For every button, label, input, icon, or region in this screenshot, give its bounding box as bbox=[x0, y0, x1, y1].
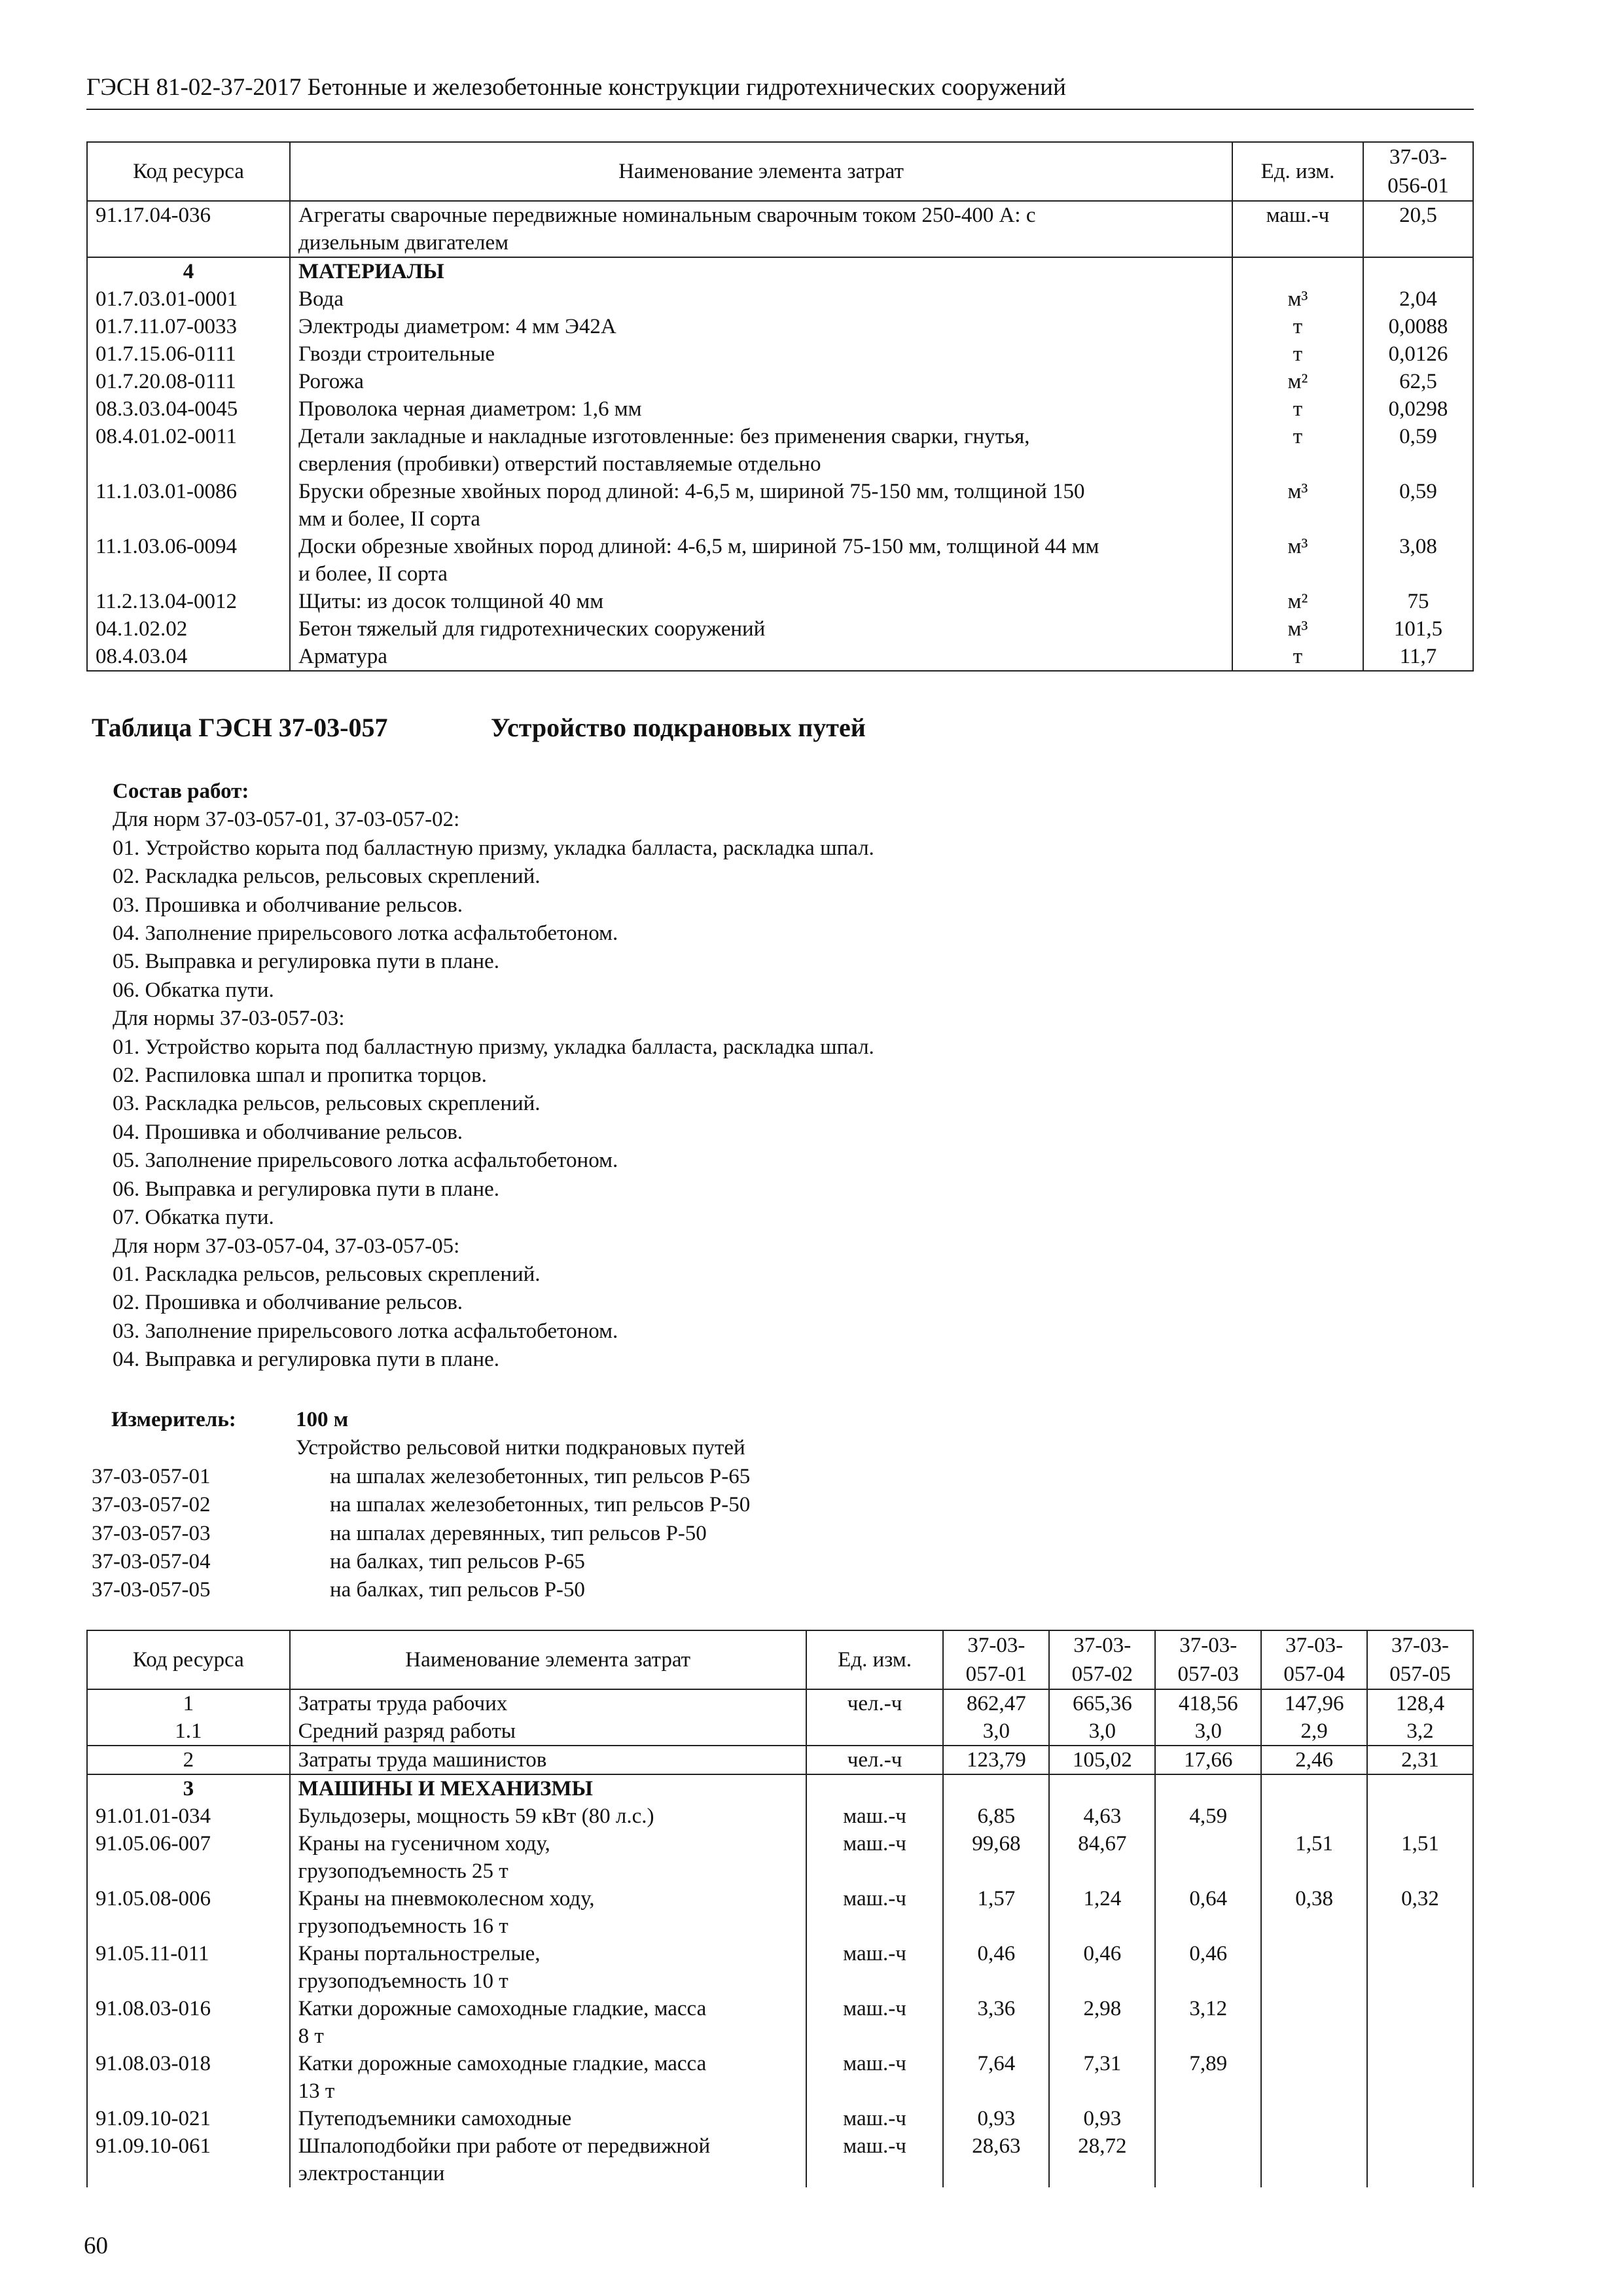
norm-description: на балках, тип рельсов Р-65 bbox=[330, 1549, 585, 1573]
resource-value: 0,59 bbox=[1363, 478, 1473, 533]
running-header: ГЭСН 81-02-37-2017 Бетонные и железобетонные конструкции гидротехнических сооружений bbox=[86, 74, 1066, 101]
resource-unit: м³ bbox=[1232, 478, 1363, 533]
norm-value: 0,93 bbox=[943, 2105, 1049, 2132]
column-header: 37-03- 057-04 bbox=[1261, 1630, 1367, 1689]
resource-value: 101,5 bbox=[1363, 615, 1473, 643]
norm-value: 28,72 bbox=[1049, 2132, 1155, 2187]
resource-code: 11.1.03.01-0086 bbox=[87, 478, 290, 533]
column-header: Наименование элемента затрат bbox=[290, 1630, 806, 1689]
resource-value: 2,04 bbox=[1363, 285, 1473, 313]
resource-code: 1.1 bbox=[87, 1717, 290, 1746]
resource-unit: м² bbox=[1232, 588, 1363, 615]
norm-value: 665,36 bbox=[1049, 1689, 1155, 1717]
norm-value: 3,12 bbox=[1155, 1995, 1261, 2050]
table-row bbox=[87, 1885, 1473, 1940]
resource-code: 08.4.03.04 bbox=[87, 643, 290, 671]
table-row bbox=[87, 340, 1473, 368]
table-row bbox=[87, 285, 1473, 313]
norm-value bbox=[1261, 1803, 1367, 1830]
works-heading: Состав работ: bbox=[113, 780, 249, 803]
resource-name: Бруски обрезные хвойных пород длиной: 4-6,5 м, шириной 75-150 мм, толщиной 150 мм и более, II сорта bbox=[290, 478, 1232, 533]
column-header: Ед. изм. bbox=[806, 1630, 944, 1689]
norm-description: на шпалах железобетонных, тип рельсов Р-65 bbox=[330, 1464, 751, 1488]
resource-code: 11.1.03.06-0094 bbox=[87, 533, 290, 588]
resource-code: 08.4.01.02-0011 bbox=[87, 423, 290, 478]
resource-unit: т bbox=[1232, 395, 1363, 423]
norm-value bbox=[1155, 2132, 1261, 2187]
resource-code: 01.7.20.08-0111 bbox=[87, 368, 290, 395]
works-line: 07. Обкатка пути. bbox=[113, 1206, 274, 1230]
resource-code: 04.1.02.02 bbox=[87, 615, 290, 643]
column-header: Наименование элемента затрат bbox=[290, 142, 1232, 201]
resource-value: 3,08 bbox=[1363, 533, 1473, 588]
norm-value: 4,63 bbox=[1049, 1803, 1155, 1830]
resource-name: МАШИНЫ И МЕХАНИЗМЫ bbox=[290, 1774, 806, 1803]
norm-code: 37-03-057-05 bbox=[92, 1578, 211, 1602]
column-header: Ед. изм. bbox=[1232, 142, 1363, 201]
resource-table-056 bbox=[86, 141, 1474, 672]
resource-code: 91.05.11-011 bbox=[87, 1940, 290, 1995]
works-line: 02. Раскладка рельсов, рельсовых скреплений. bbox=[113, 865, 541, 889]
resource-unit: маш.-ч bbox=[806, 1940, 944, 1995]
resource-unit: маш.-ч bbox=[806, 1803, 944, 1830]
resource-value: 0,0088 bbox=[1363, 313, 1473, 340]
resource-unit: т bbox=[1232, 643, 1363, 671]
resource-code: 11.2.13.04-0012 bbox=[87, 588, 290, 615]
works-line: 03. Прошивка и оболчивание рельсов. bbox=[113, 893, 463, 917]
works-line: 03. Заполнение прирельсового лотка асфальтобетоном. bbox=[113, 1319, 618, 1343]
norm-value bbox=[1155, 1774, 1261, 1803]
works-line: 04. Выправка и регулировка пути в плане. bbox=[113, 1348, 499, 1372]
works-line: 02. Прошивка и оболчивание рельсов. bbox=[113, 1291, 463, 1315]
resource-unit bbox=[1232, 257, 1363, 285]
resource-code: 91.17.04-036 bbox=[87, 201, 290, 257]
resource-code: 08.3.03.04-0045 bbox=[87, 395, 290, 423]
norm-value bbox=[1049, 1774, 1155, 1803]
norm-value bbox=[1261, 1774, 1367, 1803]
resource-code: 01.7.15.06-0111 bbox=[87, 340, 290, 368]
resource-name: Краны на гусеничном ходу, грузоподъемность 25 т bbox=[290, 1830, 806, 1885]
norm-value bbox=[1367, 1940, 1473, 1995]
table-row bbox=[87, 1830, 1473, 1885]
table-row bbox=[87, 368, 1473, 395]
resource-code: 2 bbox=[87, 1746, 290, 1774]
norm-value: 1,24 bbox=[1049, 1885, 1155, 1940]
norm-value: 0,64 bbox=[1155, 1885, 1261, 1940]
table-row bbox=[87, 1995, 1473, 2050]
norm-value: 0,32 bbox=[1367, 1885, 1473, 1940]
resource-value bbox=[1363, 257, 1473, 285]
norm-value: 862,47 bbox=[943, 1689, 1049, 1717]
page-number: 60 bbox=[84, 2233, 108, 2259]
table-title bbox=[92, 712, 866, 743]
header-rule bbox=[86, 109, 1474, 110]
resource-code: 01.7.11.07-0033 bbox=[87, 313, 290, 340]
norm-value: 0,46 bbox=[943, 1940, 1049, 1995]
works-line: 05. Заполнение прирельсового лотка асфальтобетоном. bbox=[113, 1149, 618, 1173]
table-row bbox=[87, 643, 1473, 671]
column-header: Код ресурса bbox=[87, 1630, 290, 1689]
resource-name: Щиты: из досок толщиной 40 мм bbox=[290, 588, 1232, 615]
norm-value: 2,98 bbox=[1049, 1995, 1155, 2050]
table-row bbox=[87, 533, 1473, 588]
table-row bbox=[87, 1774, 1473, 1803]
table-row bbox=[87, 1746, 1473, 1774]
works-line: 03. Раскладка рельсов, рельсовых скреплений. bbox=[113, 1092, 541, 1116]
table-title-code: Таблица ГЭСН 37-03-057 bbox=[92, 713, 388, 742]
resource-unit: чел.-ч bbox=[806, 1689, 944, 1717]
table-row bbox=[87, 201, 1473, 257]
resource-code: 4 bbox=[87, 257, 290, 285]
column-header: 37-03- 057-05 bbox=[1367, 1630, 1473, 1689]
works-line: 05. Выправка и регулировка пути в плане. bbox=[113, 950, 499, 974]
works-line: 01. Устройство корыта под балластную призму, укладка балласта, раскладка шпал. bbox=[113, 836, 874, 860]
resource-value: 0,59 bbox=[1363, 423, 1473, 478]
norm-value bbox=[1261, 2132, 1367, 2187]
norm-value: 3,0 bbox=[1049, 1717, 1155, 1746]
resource-name: Затраты труда машинистов bbox=[290, 1746, 806, 1774]
resource-table-057 bbox=[86, 1630, 1474, 2187]
norm-value: 3,36 bbox=[943, 1995, 1049, 2050]
resource-name: Электроды диаметром: 4 мм Э42А bbox=[290, 313, 1232, 340]
norm-value: 0,93 bbox=[1049, 2105, 1155, 2132]
norm-value: 418,56 bbox=[1155, 1689, 1261, 1717]
resource-code: 91.09.10-061 bbox=[87, 2132, 290, 2187]
norm-value: 1,57 bbox=[943, 1885, 1049, 1940]
resource-name: Затраты труда рабочих bbox=[290, 1689, 806, 1717]
resource-unit: маш.-ч bbox=[806, 2050, 944, 2105]
norm-value bbox=[1367, 2105, 1473, 2132]
resource-value: 62,5 bbox=[1363, 368, 1473, 395]
table-row bbox=[87, 395, 1473, 423]
works-line: 02. Распиловка шпал и пропитка торцов. bbox=[113, 1064, 487, 1088]
norm-value bbox=[1367, 1995, 1473, 2050]
resource-value: 20,5 bbox=[1363, 201, 1473, 257]
norm-value: 3,2 bbox=[1367, 1717, 1473, 1746]
norm-value: 1,51 bbox=[1261, 1830, 1367, 1885]
norm-value: 123,79 bbox=[943, 1746, 1049, 1774]
resource-name: Шпалоподбойки при работе от передвижной электростанции bbox=[290, 2132, 806, 2187]
norm-code: 37-03-057-04 bbox=[92, 1549, 211, 1573]
norm-value: 2,9 bbox=[1261, 1717, 1367, 1746]
table-row bbox=[87, 2050, 1473, 2105]
table-row bbox=[87, 478, 1473, 533]
resource-value: 75 bbox=[1363, 588, 1473, 615]
resource-name: Катки дорожные самоходные гладкие, масса 8 т bbox=[290, 1995, 806, 2050]
resource-name: Средний разряд работы bbox=[290, 1717, 806, 1746]
resource-code: 91.09.10-021 bbox=[87, 2105, 290, 2132]
norm-value: 147,96 bbox=[1261, 1689, 1367, 1717]
column-header: Код ресурса bbox=[87, 142, 290, 201]
norm-value bbox=[1367, 2132, 1473, 2187]
meter-description: Устройство рельсовой нитки подкрановых путей bbox=[296, 1436, 745, 1460]
norm-value bbox=[1155, 2105, 1261, 2132]
meter-label: Измеритель: bbox=[111, 1408, 236, 1431]
resource-name: Бетон тяжелый для гидротехнических сооружений bbox=[290, 615, 1232, 643]
resource-value: 0,0298 bbox=[1363, 395, 1473, 423]
works-line: 04. Прошивка и оболчивание рельсов. bbox=[113, 1120, 463, 1144]
table-row bbox=[87, 615, 1473, 643]
resource-name: Бульдозеры, мощность 59 кВт (80 л.с.) bbox=[290, 1803, 806, 1830]
resource-unit: маш.-ч bbox=[1232, 201, 1363, 257]
resource-unit: т bbox=[1232, 313, 1363, 340]
resource-unit: маш.-ч bbox=[806, 2132, 944, 2187]
resource-unit: м³ bbox=[1232, 533, 1363, 588]
norm-value: 6,85 bbox=[943, 1803, 1049, 1830]
resource-unit bbox=[806, 1774, 944, 1803]
norm-code: 37-03-057-01 bbox=[92, 1464, 211, 1488]
norm-value: 28,63 bbox=[943, 2132, 1049, 2187]
resource-unit: маш.-ч bbox=[806, 2105, 944, 2132]
resource-unit: м³ bbox=[1232, 285, 1363, 313]
column-header: 37-03- 056-01 bbox=[1363, 142, 1473, 201]
table-row bbox=[87, 423, 1473, 478]
works-line: Для нормы 37-03-057-03: bbox=[113, 1007, 345, 1031]
works-line: Для норм 37-03-057-01, 37-03-057-02: bbox=[113, 808, 460, 832]
resource-name: Краны на пневмоколесном ходу, грузоподъемность 16 т bbox=[290, 1885, 806, 1940]
norm-description: на шпалах деревянных, тип рельсов Р-50 bbox=[330, 1521, 707, 1545]
norm-value: 0,46 bbox=[1049, 1940, 1155, 1995]
norm-value: 4,59 bbox=[1155, 1803, 1261, 1830]
norm-value bbox=[1155, 1830, 1261, 1885]
norm-value bbox=[1367, 1803, 1473, 1830]
table-row bbox=[87, 257, 1473, 285]
resource-unit: м³ bbox=[1232, 615, 1363, 643]
norm-value: 84,67 bbox=[1049, 1830, 1155, 1885]
norm-value: 105,02 bbox=[1049, 1746, 1155, 1774]
works-line: 01. Устройство корыта под балластную призму, укладка балласта, раскладка шпал. bbox=[113, 1035, 874, 1059]
resource-unit bbox=[806, 1717, 944, 1746]
norm-value: 99,68 bbox=[943, 1830, 1049, 1885]
norm-value bbox=[1261, 1995, 1367, 2050]
resource-value: 11,7 bbox=[1363, 643, 1473, 671]
resource-name: Рогожа bbox=[290, 368, 1232, 395]
works-line: Для норм 37-03-057-04, 37-03-057-05: bbox=[113, 1234, 460, 1258]
resource-unit: т bbox=[1232, 340, 1363, 368]
resource-unit: т bbox=[1232, 423, 1363, 478]
norm-value: 3,0 bbox=[1155, 1717, 1261, 1746]
norm-value bbox=[943, 1774, 1049, 1803]
resource-name: Вода bbox=[290, 285, 1232, 313]
norm-value bbox=[1367, 1774, 1473, 1803]
resource-code: 91.08.03-016 bbox=[87, 1995, 290, 2050]
norm-value bbox=[1261, 2050, 1367, 2105]
resource-name: Гвозди строительные bbox=[290, 340, 1232, 368]
resource-code: 91.05.06-007 bbox=[87, 1830, 290, 1885]
norm-value: 128,4 bbox=[1367, 1689, 1473, 1717]
norm-description: на шпалах железобетонных, тип рельсов Р-50 bbox=[330, 1493, 751, 1517]
resource-code: 3 bbox=[87, 1774, 290, 1803]
norm-value bbox=[1261, 1940, 1367, 1995]
norm-value: 2,31 bbox=[1367, 1746, 1473, 1774]
resource-name: Арматура bbox=[290, 643, 1232, 671]
resource-name: МАТЕРИАЛЫ bbox=[290, 257, 1232, 285]
norm-description: на балках, тип рельсов Р-50 bbox=[330, 1578, 585, 1602]
resource-code: 91.08.03-018 bbox=[87, 2050, 290, 2105]
resource-unit: маш.-ч bbox=[806, 1995, 944, 2050]
resource-name: Агрегаты сварочные передвижные номинальным сварочным током 250-400 А: с дизельным двигателем bbox=[290, 201, 1232, 257]
norm-code: 37-03-057-02 bbox=[92, 1493, 211, 1517]
works-line: 06. Выправка и регулировка пути в плане. bbox=[113, 1177, 499, 1201]
norm-value bbox=[1367, 2050, 1473, 2105]
works-line: 01. Раскладка рельсов, рельсовых скреплений. bbox=[113, 1262, 541, 1286]
resource-name: Краны портальнострелые, грузоподъемность 10 т bbox=[290, 1940, 806, 1995]
table-row bbox=[87, 1717, 1473, 1746]
resource-name: Проволока черная диаметром: 1,6 мм bbox=[290, 395, 1232, 423]
table-title-name: Устройство подкрановых путей bbox=[491, 713, 866, 742]
resource-unit: м² bbox=[1232, 368, 1363, 395]
norm-code: 37-03-057-03 bbox=[92, 1521, 211, 1545]
table-row bbox=[87, 2105, 1473, 2132]
norm-value: 7,89 bbox=[1155, 2050, 1261, 2105]
norm-value: 3,0 bbox=[943, 1717, 1049, 1746]
norm-value: 7,64 bbox=[943, 2050, 1049, 2105]
resource-name: Доски обрезные хвойных пород длиной: 4-6,5 м, шириной 75-150 мм, толщиной 44 мм и более, II сорта bbox=[290, 533, 1232, 588]
meter-value: 100 м bbox=[296, 1408, 349, 1431]
table-row bbox=[87, 1940, 1473, 1995]
table-row bbox=[87, 1803, 1473, 1830]
norm-value: 7,31 bbox=[1049, 2050, 1155, 2105]
norm-value: 17,66 bbox=[1155, 1746, 1261, 1774]
column-header: 37-03- 057-02 bbox=[1049, 1630, 1155, 1689]
resource-code: 1 bbox=[87, 1689, 290, 1717]
norm-value: 0,46 bbox=[1155, 1940, 1261, 1995]
works-lines bbox=[113, 806, 874, 1374]
table-row bbox=[87, 588, 1473, 615]
norm-value: 0,38 bbox=[1261, 1885, 1367, 1940]
resource-name: Детали закладные и накладные изготовленные: без применения сварки, гнутья, сверления (пробивки) отверстий поставляемые отдельно bbox=[290, 423, 1232, 478]
resource-name: Путеподъемники самоходные bbox=[290, 2105, 806, 2132]
column-header: 37-03- 057-01 bbox=[943, 1630, 1049, 1689]
norm-value bbox=[1261, 2105, 1367, 2132]
resource-code: 91.01.01-034 bbox=[87, 1803, 290, 1830]
resource-code: 91.05.08-006 bbox=[87, 1885, 290, 1940]
resource-unit: маш.-ч bbox=[806, 1830, 944, 1885]
norm-value: 2,46 bbox=[1261, 1746, 1367, 1774]
resource-code: 01.7.03.01-0001 bbox=[87, 285, 290, 313]
works-composition bbox=[113, 778, 874, 1374]
table-row bbox=[87, 2132, 1473, 2187]
norm-value: 1,51 bbox=[1367, 1830, 1473, 1885]
resource-unit: маш.-ч bbox=[806, 1885, 944, 1940]
resource-value: 0,0126 bbox=[1363, 340, 1473, 368]
column-header: 37-03- 057-03 bbox=[1155, 1630, 1261, 1689]
table-row bbox=[87, 313, 1473, 340]
resource-name: Катки дорожные самоходные гладкие, масса 13 т bbox=[290, 2050, 806, 2105]
works-line: 06. Обкатка пути. bbox=[113, 978, 274, 1002]
resource-unit: чел.-ч bbox=[806, 1746, 944, 1774]
works-line: 04. Заполнение прирельсового лотка асфальтобетоном. bbox=[113, 922, 618, 946]
table-row bbox=[87, 1689, 1473, 1717]
